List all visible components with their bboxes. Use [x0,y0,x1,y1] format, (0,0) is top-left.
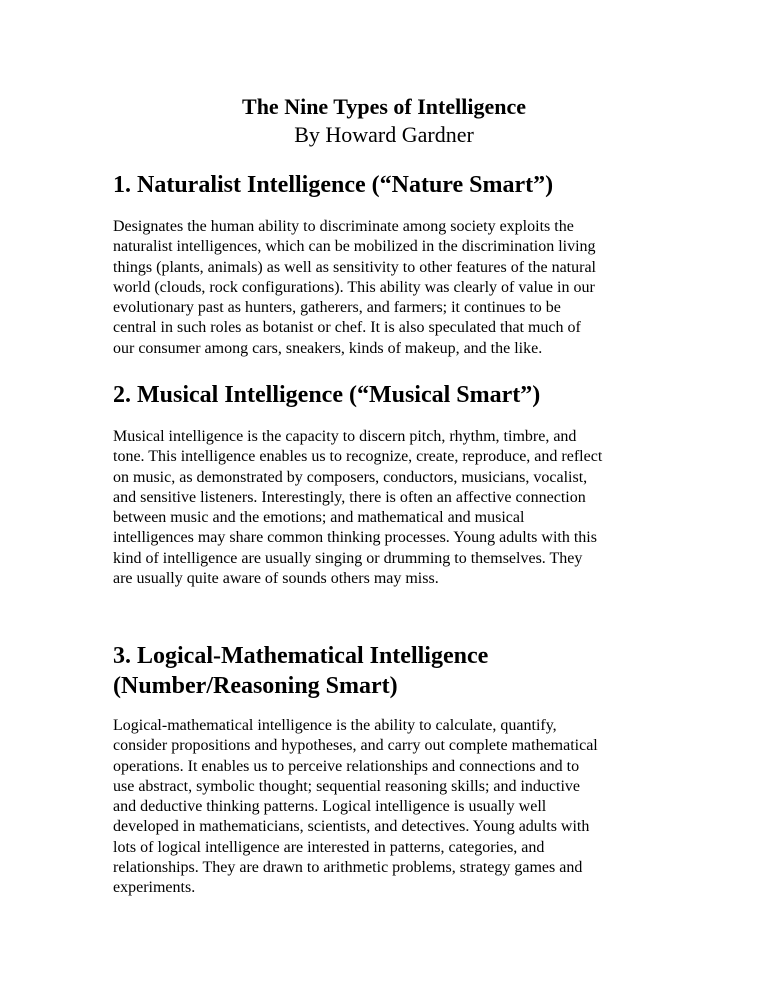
paragraph-line: Designates the human ability to discriminate among society exploits the [113,218,574,235]
paragraph-line: things (plants, animals) as well as sensitivity to other features of the natural [113,258,596,276]
paragraph-line: our consumer among cars, sneakers, kinds of makeup, and the like. [113,339,543,357]
paragraph-line: lots of logical intelligence are interested in patterns, categories, and [113,838,545,856]
paragraph-line: Logical-mathematical intelligence is the ability to calculate, quantify, [113,717,557,734]
section-heading-logical-mathematical [113,641,673,701]
paragraph-line: operations. It enables us to perceive relationships and connections and to [113,757,580,775]
paragraph-line: naturalist intelligences, which can be mobilized in the discrimination living [113,238,596,256]
paragraph-line: world (clouds, rock configurations). This ability was clearly of value in our [113,278,595,296]
paragraph-line: use abstract, symbolic thought; sequential reasoning skills; and inductive [113,777,581,795]
section-paragraph-naturalist [113,217,673,359]
heading-line: (Number/Reasoning Smart) [113,673,398,699]
paragraph-line: developed in mathematicians, scientists, and detectives. Young adults with [113,818,590,836]
heading-line: 3. Logical-Mathematical Intelligence [113,643,489,669]
paragraph-line: on music, as demonstrated by composers, conductors, musicians, vocalist, [113,468,588,486]
paragraph-line: relationships. They are drawn to arithmetic problems, strategy games and [113,859,583,877]
paragraph-line: intelligences may share common thinking processes. Young adults with this [113,529,597,547]
paragraph-line: consider propositions and hypotheses, and carry out complete mathematical [113,737,598,755]
paragraph-line: kind of intelligence are usually singing or drumming to themselves. They [113,549,583,567]
paragraph-line: experiments. [113,879,196,897]
paragraph-line: are usually quite aware of sounds others may miss. [113,570,439,588]
section-paragraph-logical-mathematical [113,716,673,899]
paragraph-line: central in such roles as botanist or chef. It is also speculated that much of [113,319,581,337]
paragraph-line: between music and the emotions; and mathematical and musical [113,509,525,527]
paragraph-line: evolutionary past as hunters, gatherers, and farmers; it continues to be [113,299,561,317]
section-heading-musical: 2. Musical Intelligence (“Musical Smart”) [113,382,541,408]
paragraph-line: tone. This intelligence enables us to recognize, create, reproduce, and reflect [113,448,603,466]
paragraph-line: and sensitive listeners. Interestingly, there is often an affective connection [113,488,586,506]
paragraph-line: Musical intelligence is the capacity to discern pitch, rhythm, timbre, and [113,428,577,445]
document-author: By Howard Gardner [294,122,474,147]
document-title: The Nine Types of Intelligence [242,94,526,119]
paragraph-line: and deductive thinking patterns. Logical intelligence is usually well [113,798,547,816]
section-paragraph-musical [113,427,673,589]
section-heading-naturalist: 1. Naturalist Intelligence (“Nature Smart”) [113,172,554,198]
